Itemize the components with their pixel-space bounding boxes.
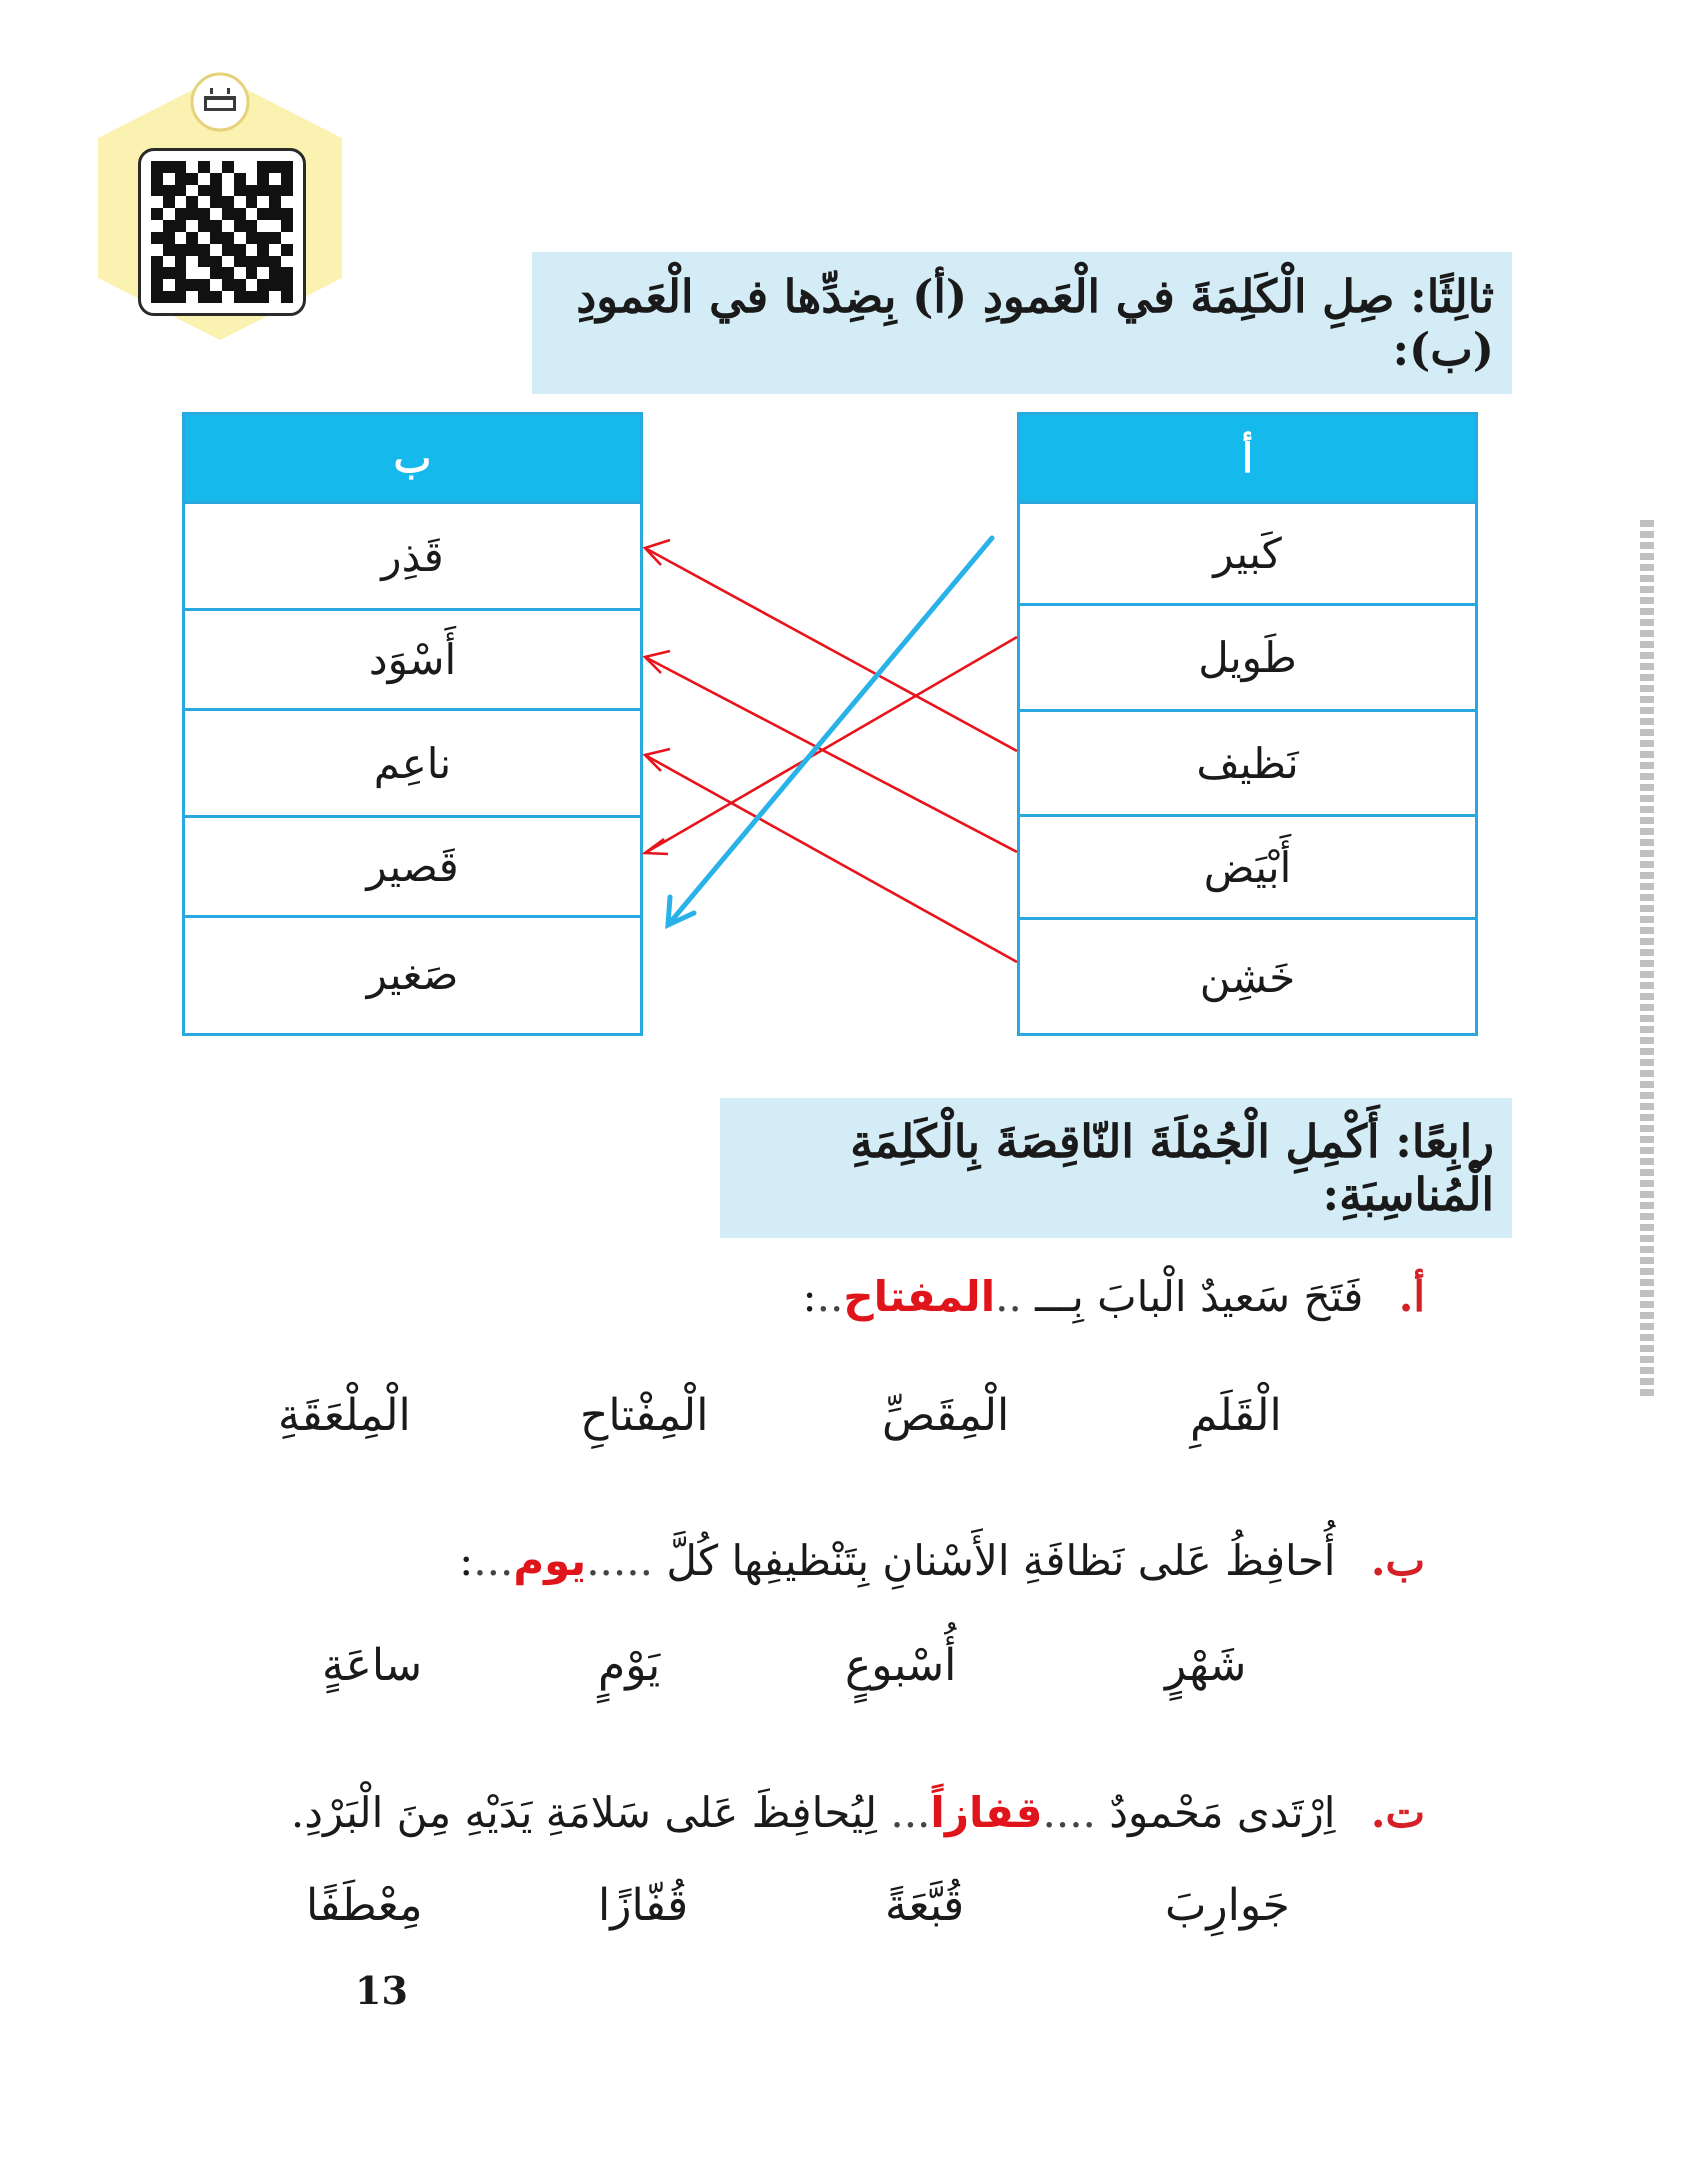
blank-dots: ..	[995, 1272, 1022, 1321]
question-letter: ت.	[1370, 1788, 1425, 1837]
qr-code-badge[interactable]	[80, 68, 360, 348]
column-b-item[interactable]: قَذِر	[185, 504, 640, 611]
arrowhead-icon	[645, 839, 668, 854]
qr-code[interactable]	[138, 148, 306, 316]
column-a-item[interactable]: نَظيف	[1020, 712, 1475, 817]
match-line-rough-soft	[645, 755, 1017, 962]
answer-text[interactable]: المفتاح	[843, 1272, 996, 1321]
column-b-item[interactable]: قَصير	[185, 818, 640, 918]
rights-notice-strip	[1640, 520, 1654, 1400]
column-a-header: أ	[1020, 415, 1475, 504]
section3-title-bar	[532, 252, 1512, 394]
column-b-item[interactable]: صَغير	[366, 950, 459, 999]
match-line-white-black	[645, 657, 1017, 852]
option-item[interactable]: ساعَةٍ	[322, 1640, 423, 1691]
match-line-long-short	[645, 637, 1017, 853]
question-a	[803, 1272, 1426, 1321]
option-item[interactable]: الْقَلَمِ	[1190, 1390, 1282, 1441]
option-item[interactable]: الْمِقَصِّ	[882, 1390, 1010, 1441]
blank-dots: ..	[816, 1272, 844, 1321]
option-item[interactable]: مِعْطَفًا	[306, 1880, 423, 1931]
column-a-table	[1017, 412, 1478, 1036]
question-b	[459, 1536, 1425, 1585]
arrowhead-icon	[645, 749, 670, 771]
section4-title: رابِعًا: أَكْمِلِ الْجُمْلَةَ النّاقِصَةَ بِالْكَلِمَةِ الْمُناسِبَةِ:	[850, 1115, 1494, 1221]
option-item[interactable]: الْمِفْتاحِ	[580, 1390, 709, 1441]
column-b-table	[182, 412, 643, 1036]
column-a-item[interactable]: أَبْيَض	[1020, 817, 1475, 920]
option-item[interactable]: الْمِلْعَقَةِ	[278, 1390, 411, 1441]
blank-dots: ...	[473, 1536, 514, 1585]
option-item[interactable]: أُسْبوعٍ	[845, 1640, 957, 1691]
question-letter: أ.	[1398, 1272, 1425, 1321]
option-item[interactable]: قُبَّعَةً	[885, 1880, 965, 1931]
blank-dots: ...	[890, 1788, 931, 1837]
option-item[interactable]: جَوارِبَ	[1165, 1880, 1290, 1931]
column-a-item[interactable]: طَويل	[1020, 606, 1475, 712]
blank-dots: ....	[1042, 1788, 1096, 1837]
question-text-after: :	[802, 1272, 817, 1321]
column-a-item: خَشِن	[1199, 952, 1296, 1002]
match-line-big-small	[668, 538, 992, 925]
page-number: 13	[355, 1968, 408, 2013]
answer-text[interactable]: قفازاً	[930, 1788, 1043, 1837]
answer-text[interactable]: يوم	[513, 1536, 587, 1585]
question-text-after: لِيُحافِظَ عَلى سَلامَةِ يَدَيْهِ مِنَ الْبَرْدِ.	[290, 1788, 877, 1837]
question-text-before: أُحافِظُ عَلى نَظافَةِ الأَسْنانِ بِتَنْظيفِها كُلَّ	[666, 1536, 1336, 1585]
question-text-after: :	[459, 1536, 474, 1585]
section3-title: ثالِثًا: صِلِ الْكَلِمَةَ في الْعَمودِ (أ) بِضِدِّها في الْعَمودِ (ب):	[576, 270, 1494, 376]
arrowhead-icon	[645, 651, 670, 673]
column-a-item[interactable]: كَبير	[1020, 504, 1475, 606]
column-b-header: ب	[185, 415, 640, 504]
section4-title-bar	[720, 1098, 1512, 1238]
question-text-before: اِرْتَدى مَحْمودٌ	[1109, 1788, 1336, 1837]
question-t	[291, 1788, 1425, 1837]
option-item[interactable]: قُفّازًا	[598, 1880, 689, 1931]
qr-pattern-icon	[151, 161, 293, 303]
arrowhead-icon	[668, 897, 694, 925]
option-item[interactable]: شَهْرٍ	[1165, 1640, 1247, 1691]
match-line-clean-dirty	[645, 548, 1017, 751]
question-letter: ب.	[1370, 1536, 1425, 1585]
option-item[interactable]: يَوْمٍ	[598, 1640, 661, 1691]
question-text-before: فَتَحَ سَعيدٌ الْبابَ بِـــ	[1035, 1272, 1364, 1321]
column-b-item[interactable]: أَسْوَد	[185, 611, 640, 711]
arrowhead-icon	[645, 540, 670, 565]
column-b-item[interactable]: ناعِم	[185, 711, 640, 818]
blank-dots: .....	[586, 1536, 653, 1585]
